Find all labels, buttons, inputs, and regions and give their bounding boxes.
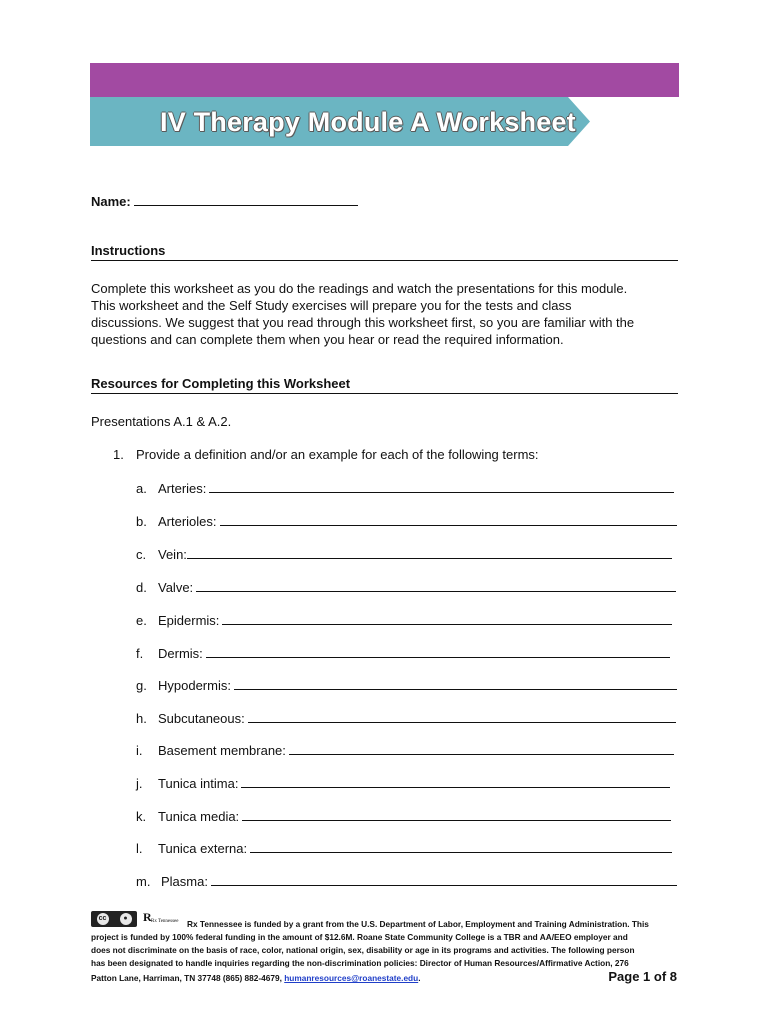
term-row (136, 577, 676, 595)
footer-line: project is funded by 100% federal funding in the amount of $12.6M. Roane State Community College is a TBR and AA/EEO employer and (91, 932, 628, 942)
term-label: Arterioles: (158, 514, 217, 529)
name-row (91, 193, 358, 209)
term-letter: a. (136, 481, 147, 496)
question-number: 1. (113, 447, 124, 462)
term-label: Basement membrane: (158, 743, 286, 758)
term-letter: h. (136, 711, 147, 726)
worksheet-title: IV Therapy Module A Worksheet (160, 107, 576, 137)
answer-blank[interactable] (242, 808, 671, 821)
footer-address: Patton Lane, Harriman, TN 37748 (865) 882-4679, (91, 973, 285, 983)
term-letter: m. (136, 874, 151, 889)
resources-heading: Resources for Completing this Worksheet (91, 376, 678, 394)
term-letter: i. (136, 743, 143, 758)
footer-line: has been designated to handle inquiries regarding the non-discrimination policies: Director of Human Resources/Affirmative Action, 276 (91, 958, 629, 968)
answer-blank[interactable] (222, 612, 672, 625)
term-label: Vein: (158, 547, 187, 562)
term-row (136, 806, 671, 824)
instructions-paragraph (91, 280, 681, 348)
term-letter: c. (136, 547, 147, 562)
footer-line: Rx Tennessee is funded by a grant from the U.S. Department of Labor, Employment and Training Administration. This (187, 919, 649, 929)
term-label: Subcutaneous: (158, 711, 245, 726)
question-text: Provide a definition and/or an example for each of the following terms: (136, 447, 539, 462)
term-label: Tunica externa: (158, 841, 248, 856)
instructions-line: This worksheet and the Self Study exercises will prepare you for the tests and class (91, 298, 572, 313)
term-label: Valve: (158, 580, 194, 595)
term-row (136, 838, 672, 856)
term-row (136, 773, 670, 791)
term-row (136, 544, 672, 562)
page-number: Page 1 of 8 (608, 969, 677, 984)
presentations-text: Presentations A.1 & A.2. (91, 414, 232, 429)
answer-blank[interactable] (187, 546, 672, 559)
answer-blank[interactable] (234, 677, 677, 690)
term-letter: j. (136, 776, 143, 791)
term-label: Dermis: (158, 646, 203, 661)
instructions-line: discussions. We suggest that you read through this worksheet first, so you are familiar with the (91, 315, 635, 330)
term-letter: f. (136, 646, 144, 661)
answer-blank[interactable] (206, 645, 670, 658)
term-label: Tunica intima: (158, 776, 239, 791)
term-label: Hypodermis: (158, 678, 231, 693)
term-letter: g. (136, 678, 147, 693)
rx-tennessee-logo (143, 911, 181, 927)
answer-blank[interactable] (220, 513, 677, 526)
term-row (136, 675, 677, 693)
rx-logo-text: Rx Tennessee (151, 919, 179, 924)
cc-icon: cc (97, 913, 109, 925)
banner-top-bar (90, 63, 679, 97)
term-label: Epidermis: (158, 613, 220, 628)
instructions-line: Complete this worksheet as you do the readings and watch the presentations for this module. (91, 281, 628, 296)
term-row (136, 740, 674, 758)
term-row (136, 871, 677, 889)
footer-line: does not discriminate on the basis of race, color, national origin, sex, disability or age in its programs and activities. The following person (91, 945, 635, 955)
term-label: Arteries: (158, 481, 207, 496)
term-letter: d. (136, 580, 147, 595)
instructions-line: questions and can complete them when you hear or read the required information. (91, 332, 564, 347)
page-footer (91, 909, 681, 989)
footer-address-line (91, 972, 421, 985)
hr-email-link[interactable]: humanresources@roanestate.edu (284, 973, 419, 983)
answer-blank[interactable] (196, 579, 676, 592)
term-row (136, 610, 672, 628)
answer-blank[interactable] (248, 710, 676, 723)
term-letter: k. (136, 809, 147, 824)
term-letter: e. (136, 613, 147, 628)
answer-blank[interactable] (289, 742, 674, 755)
instructions-heading: Instructions (91, 243, 678, 261)
answer-blank[interactable] (209, 480, 674, 493)
answer-blank[interactable] (241, 775, 670, 788)
term-row (136, 708, 676, 726)
answer-blank[interactable] (250, 840, 672, 853)
creative-commons-badge[interactable] (91, 911, 137, 927)
name-blank[interactable] (134, 193, 358, 206)
term-row (136, 478, 674, 496)
term-label: Plasma: (161, 874, 208, 889)
name-label: Name: (91, 194, 131, 209)
term-letter: b. (136, 514, 147, 529)
term-row (136, 643, 670, 661)
footer-period: . (418, 973, 421, 983)
term-letter: l. (136, 841, 143, 856)
term-label: Tunica media: (158, 809, 240, 824)
answer-blank[interactable] (211, 873, 677, 886)
attribution-icon: ● (120, 913, 132, 925)
term-row (136, 511, 677, 529)
rx-logo-mark: R (143, 910, 152, 924)
